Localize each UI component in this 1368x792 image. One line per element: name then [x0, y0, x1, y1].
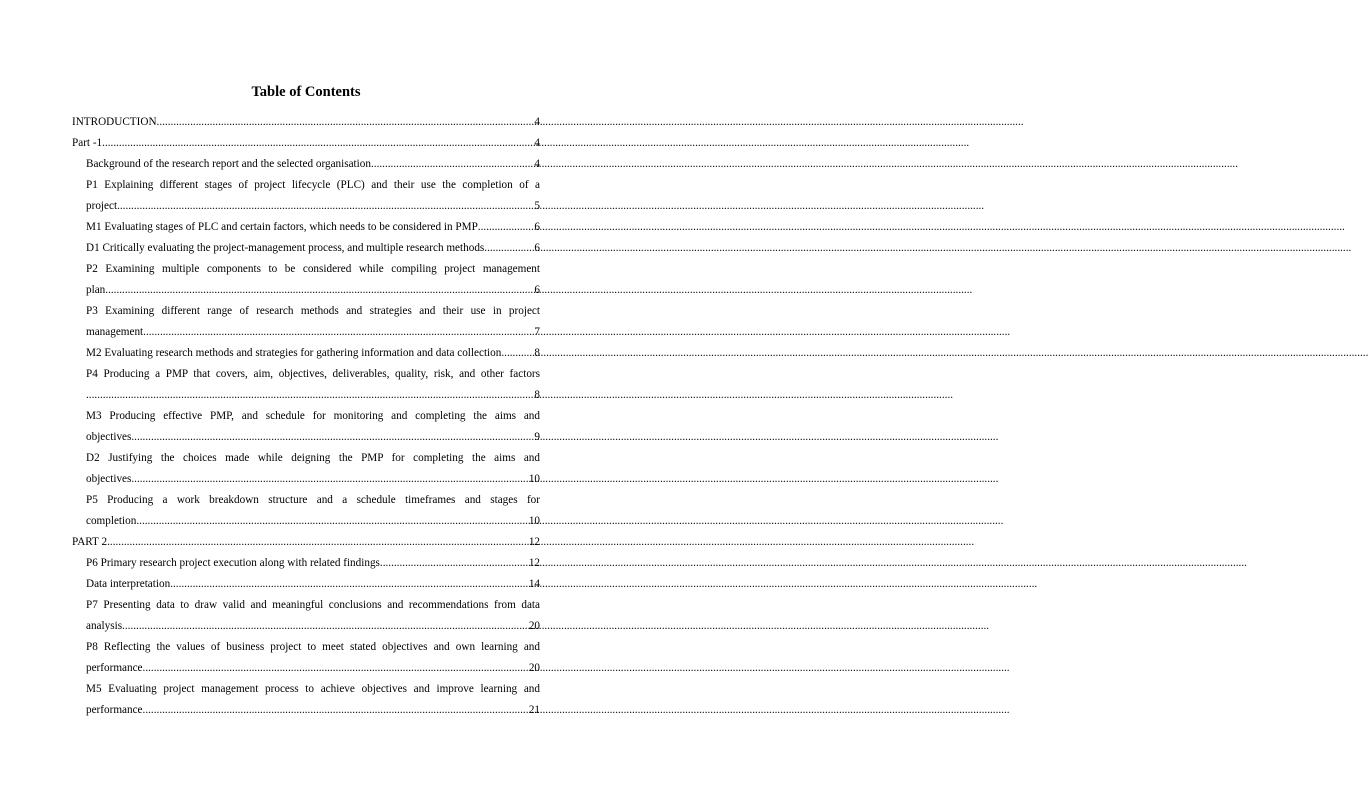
toc-leader-dots: [170, 574, 529, 595]
toc-leader-dots: [143, 322, 534, 343]
toc-entry-page: 12: [528, 536, 540, 548]
toc-leader-dots: [136, 511, 528, 532]
toc-entry-text: PART 2: [72, 536, 108, 548]
toc-entry-p7[interactable]: [72, 595, 540, 637]
toc-leader-dots: [117, 196, 534, 217]
toc-entry-page: 12: [528, 557, 540, 569]
toc-entry-d1[interactable]: [72, 238, 540, 259]
toc-entry-m3[interactable]: [72, 406, 540, 448]
toc-leader-dots: [86, 385, 534, 406]
toc-entry-m5[interactable]: [72, 679, 540, 721]
toc-entry-page: 8: [534, 389, 540, 401]
toc-leader-dots: [143, 658, 529, 679]
toc-entry-p6[interactable]: [72, 553, 540, 574]
toc-entry-text: P7 Presenting data to draw valid and meaningful conclusions and recommendations from data: [86, 599, 540, 611]
toc-entry-page: 20: [528, 620, 540, 632]
toc-entry-text-continued: project: [86, 200, 118, 212]
toc-leader-dots: [105, 280, 534, 301]
toc-entry-text: Part -1: [72, 137, 103, 149]
toc-entry-text: P8 Reflecting the values of business project to meet stated objectives and own learning and: [86, 641, 540, 653]
toc-entry-text-continued: management: [86, 326, 144, 338]
table-of-contents: [72, 112, 540, 721]
toc-entry-page: 4: [534, 158, 540, 170]
toc-entry-page: 8: [534, 347, 540, 359]
toc-entry-text-continued: completion: [86, 515, 137, 527]
toc-entry-page: 10: [528, 473, 540, 485]
toc-entry-text-continued: objectives: [86, 473, 132, 485]
toc-entry-page: 7: [534, 326, 540, 338]
toc-leader-dots: [501, 343, 534, 364]
toc-entry-d2[interactable]: [72, 448, 540, 490]
toc-entry-text: P6 Primary research project execution along with related findings: [86, 557, 380, 569]
toc-entry-page: 14: [528, 578, 540, 590]
toc-entry-p8[interactable]: [72, 637, 540, 679]
toc-entry-text-continued: analysis: [86, 620, 123, 632]
toc-entry-p2[interactable]: [72, 259, 540, 301]
toc-entry-m2[interactable]: [72, 343, 540, 364]
toc-entry-text-continued: performance: [86, 662, 143, 674]
toc-entry-text: P5 Producing a work breakdown structure and a schedule timeframes and stages for: [86, 494, 540, 506]
toc-leader-dots: [131, 469, 528, 490]
page-title: Table of Contents: [251, 84, 361, 100]
toc-entry-background[interactable]: [72, 154, 540, 175]
toc-entry-text: M5 Evaluating project management process to achieve objectives and improve learning and: [86, 683, 540, 695]
toc-entry-part-2[interactable]: [72, 532, 540, 553]
toc-entry-text: INTRODUCTION: [72, 116, 157, 128]
toc-entry-text: Background of the research report and the selected organisation: [86, 158, 371, 170]
toc-entry-text: D2 Justifying the choices made while deigning the PMP for completing the aims and: [86, 452, 540, 464]
toc-leader-dots: [122, 616, 529, 637]
toc-entry-page: 4: [534, 137, 540, 149]
toc-entry-text: M2 Evaluating research methods and strategies for gathering information and data collection: [86, 347, 502, 359]
toc-entry-p1[interactable]: [72, 175, 540, 217]
toc-leader-dots: [157, 112, 535, 133]
toc-entry-page: 10: [528, 515, 540, 527]
toc-entry-text: M1 Evaluating stages of PLC and certain factors, which needs to be considered in PMP: [86, 221, 478, 233]
toc-entry-text: P4 Producing a PMP that covers, aim, objectives, deliverables, quality, risk, and other factors: [86, 368, 540, 380]
toc-leader-dots: [371, 154, 534, 175]
toc-leader-dots: [143, 700, 529, 721]
toc-entry-text: P3 Examining different range of research methods and strategies and their use in project: [86, 305, 540, 317]
toc-entry-page: 6: [534, 242, 540, 254]
document-page: [0, 0, 612, 792]
toc-leader-dots: [478, 217, 535, 238]
toc-entry-text: D1 Critically evaluating the project-management process, and multiple research methods: [86, 242, 485, 254]
toc-entry-page: 21: [528, 704, 540, 716]
toc-leader-dots: [131, 427, 534, 448]
toc-entry-text: P1 Explaining different stages of project lifecycle (PLC) and their use the completion of a: [86, 179, 540, 191]
toc-entry-page: 9: [534, 431, 540, 443]
toc-entry-page: 6: [534, 221, 540, 233]
toc-entry-page: 20: [528, 662, 540, 674]
toc-leader-dots: [484, 238, 534, 259]
toc-entry-text-continued: plan: [86, 284, 106, 296]
toc-entry-m1[interactable]: [72, 217, 540, 238]
toc-entry-text-continued: objectives: [86, 431, 132, 443]
toc-entry-page: 5: [534, 200, 540, 212]
toc-leader-dots: [107, 532, 529, 553]
toc-entry-p4[interactable]: [72, 364, 540, 406]
toc-entry-text: P2 Examining multiple components to be considered while compiling project management: [86, 263, 540, 275]
toc-leader-dots: [102, 133, 534, 154]
toc-entry-page: 6: [534, 284, 540, 296]
toc-entry-page: 4: [534, 116, 540, 128]
toc-entry-text: M3 Producing effective PMP, and schedule for monitoring and completing the aims and: [86, 410, 540, 422]
toc-leader-dots: [380, 553, 529, 574]
toc-entry-p3[interactable]: [72, 301, 540, 343]
toc-entry-p5[interactable]: [72, 490, 540, 532]
toc-entry-data-interpretation[interactable]: [72, 574, 540, 595]
toc-entry-text-continued: performance: [86, 704, 143, 716]
toc-entry-introduction[interactable]: [72, 112, 540, 133]
toc-entry-text: Data interpretation: [86, 578, 171, 590]
toc-entry-part-1[interactable]: [72, 133, 540, 154]
